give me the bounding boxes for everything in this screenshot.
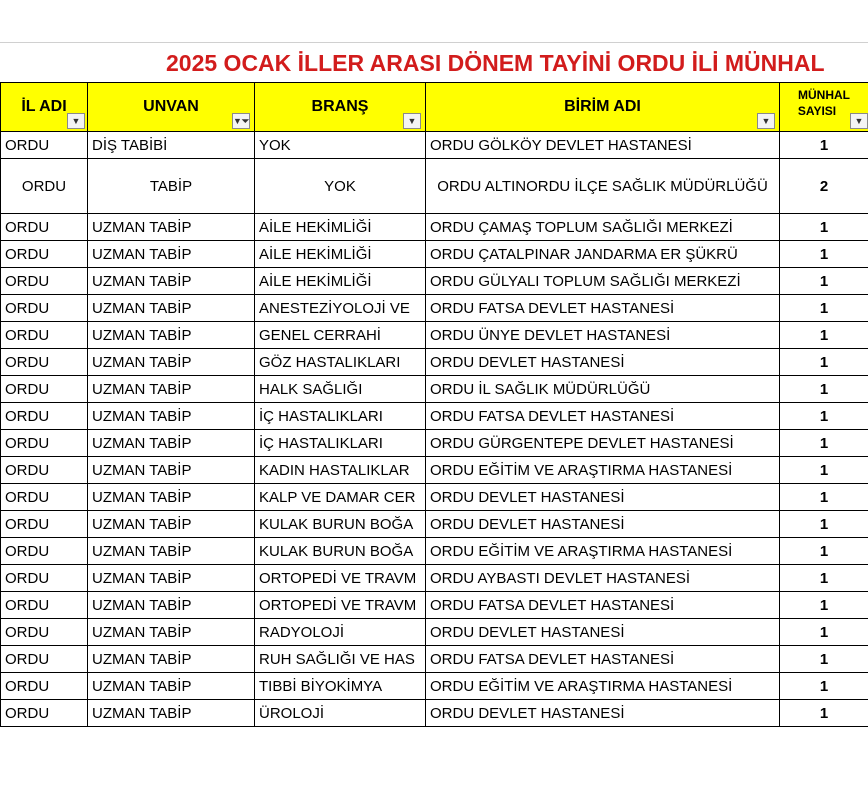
table-row	[1, 538, 868, 565]
cell-unvan[interactable]: UZMAN TABİP	[88, 619, 255, 646]
cell-unvan[interactable]: UZMAN TABİP	[88, 349, 255, 376]
cell-il[interactable]: ORDU	[1, 457, 88, 484]
cell-birim[interactable]: ORDU EĞİTİM VE ARAŞTIRMA HASTANESİ	[426, 673, 780, 700]
table-row	[1, 430, 868, 457]
cell-unvan[interactable]: UZMAN TABİP	[88, 268, 255, 295]
cell-brans[interactable]: ORTOPEDİ VE TRAVM	[255, 565, 426, 592]
cell-munhal-sayisi[interactable]: 1	[780, 430, 868, 457]
header-birim	[426, 83, 780, 132]
cell-unvan[interactable]: UZMAN TABİP	[88, 403, 255, 430]
cell-il[interactable]: ORDU	[1, 700, 88, 727]
cell-brans[interactable]: ÜROLOJİ	[255, 700, 426, 727]
filter-dropdown-icon[interactable]: ▼	[403, 113, 421, 129]
table-row	[1, 241, 868, 268]
cell-munhal-sayisi[interactable]: 1	[780, 457, 868, 484]
cell-brans[interactable]: AİLE HEKİMLİĞİ	[255, 268, 426, 295]
cell-il[interactable]: ORDU	[1, 538, 88, 565]
cell-brans[interactable]: YOK	[255, 159, 426, 214]
cell-munhal-sayisi[interactable]: 1	[780, 403, 868, 430]
cell-brans[interactable]: KULAK BURUN BOĞA	[255, 538, 426, 565]
cell-birim[interactable]: ORDU EĞİTİM VE ARAŞTIRMA HASTANESİ	[426, 457, 780, 484]
cell-munhal-sayisi[interactable]: 1	[780, 349, 868, 376]
cell-munhal-sayisi[interactable]: 1	[780, 565, 868, 592]
cell-birim[interactable]: ORDU FATSA DEVLET HASTANESİ	[426, 295, 780, 322]
cell-il[interactable]: ORDU	[1, 214, 88, 241]
cell-munhal-sayisi[interactable]: 1	[780, 484, 868, 511]
cell-munhal-sayisi[interactable]: 2	[780, 159, 868, 214]
table-row	[1, 322, 868, 349]
header-birim-label: BİRİM ADI	[564, 98, 641, 115]
header-row	[1, 83, 868, 132]
cell-brans[interactable]: AİLE HEKİMLİĞİ	[255, 241, 426, 268]
cell-brans[interactable]: ORTOPEDİ VE TRAVM	[255, 592, 426, 619]
cell-birim[interactable]: ORDU ÜNYE DEVLET HASTANESİ	[426, 322, 780, 349]
cell-birim[interactable]: ORDU DEVLET HASTANESİ	[426, 511, 780, 538]
cell-birim[interactable]: ORDU GÖLKÖY DEVLET HASTANESİ	[426, 132, 780, 159]
filter-dropdown-icon[interactable]: ▼	[850, 113, 868, 129]
cell-birim[interactable]: ORDU FATSA DEVLET HASTANESİ	[426, 403, 780, 430]
cell-munhal-sayisi[interactable]: 1	[780, 295, 868, 322]
cell-brans[interactable]: KULAK BURUN BOĞA	[255, 511, 426, 538]
cell-unvan[interactable]: UZMAN TABİP	[88, 322, 255, 349]
header-munhal-line2: SAYISI	[797, 104, 837, 118]
cell-il[interactable]: ORDU	[1, 592, 88, 619]
cell-birim[interactable]: ORDU DEVLET HASTANESİ	[426, 349, 780, 376]
header-unvan-label: UNVAN	[143, 98, 199, 115]
cell-unvan[interactable]: UZMAN TABİP	[88, 484, 255, 511]
cell-unvan[interactable]: UZMAN TABİP	[88, 241, 255, 268]
table-row	[1, 484, 868, 511]
cell-unvan[interactable]: UZMAN TABİP	[88, 295, 255, 322]
cell-birim[interactable]: ORDU GÜRGENTEPE DEVLET HASTANESİ	[426, 430, 780, 457]
header-brans	[255, 83, 426, 132]
cell-munhal-sayisi[interactable]: 1	[780, 592, 868, 619]
cell-brans[interactable]: GENEL CERRAHİ	[255, 322, 426, 349]
cell-birim[interactable]: ORDU DEVLET HASTANESİ	[426, 619, 780, 646]
cell-munhal-sayisi[interactable]: 1	[780, 511, 868, 538]
cell-il[interactable]: ORDU	[1, 430, 88, 457]
cell-unvan[interactable]: UZMAN TABİP	[88, 457, 255, 484]
cell-unvan[interactable]: UZMAN TABİP	[88, 214, 255, 241]
cell-il[interactable]: ORDU	[1, 484, 88, 511]
cell-unvan[interactable]: TABİP	[88, 159, 255, 214]
table-row	[1, 592, 868, 619]
cell-brans[interactable]: İÇ HASTALIKLARI	[255, 430, 426, 457]
vacancy-table	[0, 82, 868, 727]
cell-munhal-sayisi[interactable]: 1	[780, 538, 868, 565]
cell-birim[interactable]: ORDU İL SAĞLIK MÜDÜRLÜĞÜ	[426, 376, 780, 403]
cell-brans[interactable]: YOK	[255, 132, 426, 159]
cell-munhal-sayisi[interactable]: 1	[780, 268, 868, 295]
cell-munhal-sayisi[interactable]: 1	[780, 619, 868, 646]
cell-il[interactable]: ORDU	[1, 619, 88, 646]
cell-il[interactable]: ORDU	[1, 376, 88, 403]
table-row	[1, 295, 868, 322]
cell-il[interactable]: ORDU	[1, 565, 88, 592]
table-row	[1, 700, 868, 727]
table-body	[1, 132, 868, 727]
cell-unvan[interactable]: UZMAN TABİP	[88, 646, 255, 673]
cell-brans[interactable]: KALP VE DAMAR CER	[255, 484, 426, 511]
cell-brans[interactable]: TIBBİ BİYOKİMYA	[255, 673, 426, 700]
cell-il[interactable]: ORDU	[1, 268, 88, 295]
cell-brans[interactable]: RUH SAĞLIĞI VE HAS	[255, 646, 426, 673]
table-row	[1, 646, 868, 673]
cell-unvan[interactable]: UZMAN TABİP	[88, 538, 255, 565]
table-row	[1, 349, 868, 376]
cell-unvan[interactable]: UZMAN TABİP	[88, 592, 255, 619]
cell-il[interactable]: ORDU	[1, 159, 88, 214]
cell-il[interactable]: ORDU	[1, 241, 88, 268]
cell-unvan[interactable]: DİŞ TABİBİ	[88, 132, 255, 159]
cell-birim[interactable]: ORDU DEVLET HASTANESİ	[426, 700, 780, 727]
spreadsheet	[0, 42, 868, 727]
table-row	[1, 268, 868, 295]
cell-brans[interactable]: RADYOLOJİ	[255, 619, 426, 646]
cell-il[interactable]: ORDU	[1, 132, 88, 159]
cell-munhal-sayisi[interactable]: 1	[780, 673, 868, 700]
cell-il[interactable]: ORDU	[1, 511, 88, 538]
cell-brans[interactable]: ANESTEZİYOLOJİ VE	[255, 295, 426, 322]
header-munhal	[780, 83, 868, 132]
table-row	[1, 132, 868, 159]
cell-brans[interactable]: AİLE HEKİMLİĞİ	[255, 214, 426, 241]
cell-brans[interactable]: GÖZ HASTALIKLARI	[255, 349, 426, 376]
cell-munhal-sayisi[interactable]: 1	[780, 214, 868, 241]
table-row	[1, 376, 868, 403]
table-row	[1, 214, 868, 241]
cell-brans[interactable]: KADIN HASTALIKLAR	[255, 457, 426, 484]
header-il	[1, 83, 88, 132]
cell-birim[interactable]: ORDU DEVLET HASTANESİ	[426, 484, 780, 511]
cell-munhal-sayisi[interactable]: 1	[780, 376, 868, 403]
cell-unvan[interactable]: UZMAN TABİP	[88, 565, 255, 592]
cell-birim[interactable]: ORDU ÇATALPINAR JANDARMA ER ŞÜKRÜ	[426, 241, 780, 268]
table-row	[1, 673, 868, 700]
cell-unvan[interactable]: UZMAN TABİP	[88, 511, 255, 538]
cell-unvan[interactable]: UZMAN TABİP	[88, 700, 255, 727]
cell-birim[interactable]: ORDU GÜLYALI TOPLUM SAĞLIĞI MERKEZİ	[426, 268, 780, 295]
cell-il[interactable]: ORDU	[1, 322, 88, 349]
table-row	[1, 159, 868, 214]
cell-munhal-sayisi[interactable]: 1	[780, 700, 868, 727]
cell-birim[interactable]: ORDU FATSA DEVLET HASTANESİ	[426, 646, 780, 673]
cell-unvan[interactable]: UZMAN TABİP	[88, 430, 255, 457]
cell-brans[interactable]: İÇ HASTALIKLARI	[255, 403, 426, 430]
cell-il[interactable]: ORDU	[1, 295, 88, 322]
cell-birim[interactable]: ORDU ALTINORDU İLÇE SAĞLIK MÜDÜRLÜĞÜ	[426, 159, 780, 214]
cell-birim[interactable]: ORDU ÇAMAŞ TOPLUM SAĞLIĞI MERKEZİ	[426, 214, 780, 241]
cell-il[interactable]: ORDU	[1, 403, 88, 430]
cell-brans[interactable]: HALK SAĞLIĞI	[255, 376, 426, 403]
header-unvan	[88, 83, 255, 132]
filter-dropdown-icon[interactable]: ▼	[67, 113, 85, 129]
cell-birim[interactable]: ORDU EĞİTİM VE ARAŞTIRMA HASTANESİ	[426, 538, 780, 565]
cell-munhal-sayisi[interactable]: 1	[780, 322, 868, 349]
cell-birim[interactable]: ORDU FATSA DEVLET HASTANESİ	[426, 592, 780, 619]
cell-munhal-sayisi[interactable]: 1	[780, 646, 868, 673]
cell-il[interactable]: ORDU	[1, 349, 88, 376]
filter-active-icon[interactable]: ▼⏷	[232, 113, 250, 129]
header-il-label: İL ADI	[21, 98, 67, 115]
table-row	[1, 565, 868, 592]
sheet-title: 2025 OCAK İLLER ARASI DÖNEM TAYİNİ ORDU İLİ MÜNHAL	[0, 42, 868, 82]
table-row	[1, 403, 868, 430]
cell-munhal-sayisi[interactable]: 1	[780, 132, 868, 159]
cell-il[interactable]: ORDU	[1, 673, 88, 700]
filter-dropdown-icon[interactable]: ▼	[757, 113, 775, 129]
cell-birim[interactable]: ORDU AYBASTI DEVLET HASTANESİ	[426, 565, 780, 592]
cell-munhal-sayisi[interactable]: 1	[780, 241, 868, 268]
table-row	[1, 511, 868, 538]
header-munhal-line1: MÜNHAL	[798, 88, 850, 102]
table-row	[1, 457, 868, 484]
cell-il[interactable]: ORDU	[1, 646, 88, 673]
cell-unvan[interactable]: UZMAN TABİP	[88, 376, 255, 403]
table-row	[1, 619, 868, 646]
cell-unvan[interactable]: UZMAN TABİP	[88, 673, 255, 700]
header-brans-label: BRANŞ	[311, 98, 369, 115]
